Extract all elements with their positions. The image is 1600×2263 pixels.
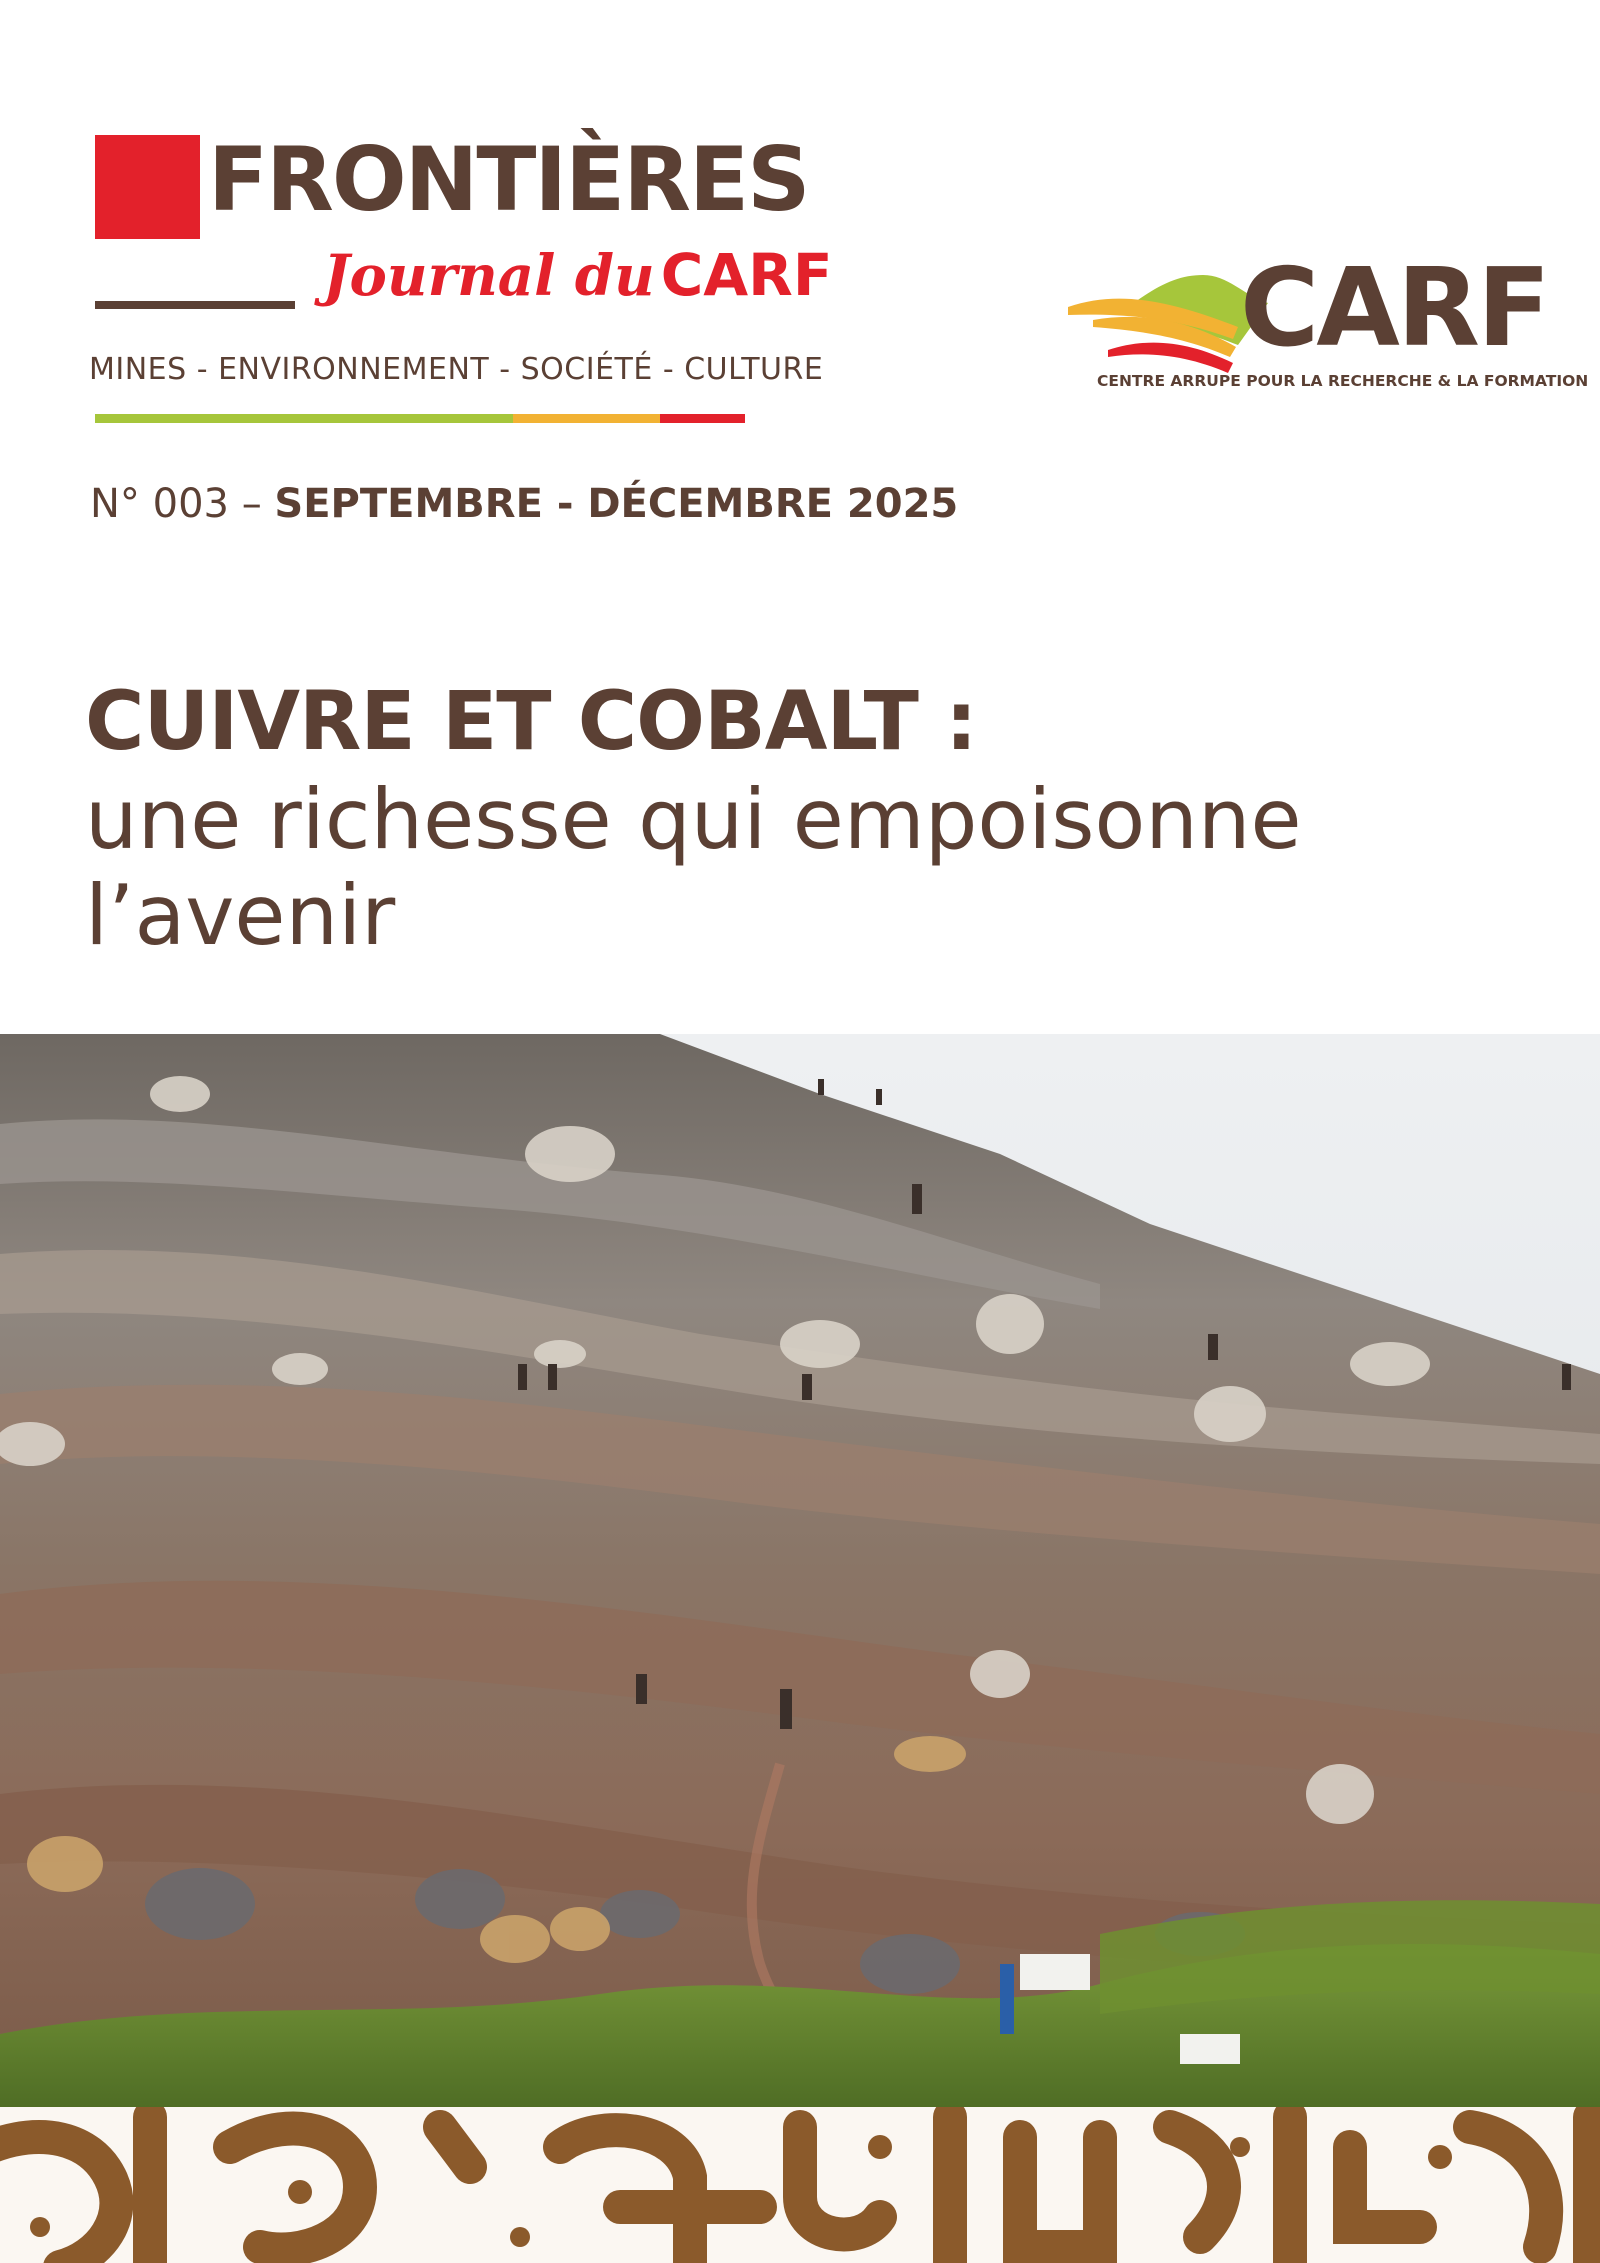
carf-logo-full-name: CENTRE ARRUPE POUR LA RECHERCHE & LA FORMATION [1097, 372, 1589, 390]
masthead-color-bar [95, 414, 745, 423]
masthead-subtitle-brand: CARF [660, 241, 833, 309]
issue-line [90, 481, 958, 527]
cover-headline: CUIVRE ET COBALT : [85, 675, 977, 769]
issue-number: N° 003 – [90, 481, 262, 527]
carf-logo-word: CARF [1240, 246, 1548, 371]
masthead-red-square [95, 135, 200, 239]
cover-photo [0, 1034, 1600, 2107]
masthead-subtitle-script: Journal du [323, 243, 655, 309]
issue-period: SEPTEMBRE - DÉCEMBRE 2025 [274, 481, 959, 527]
masthead-subtitle [323, 241, 833, 309]
masthead-tagline: MINES - ENVIRONNEMENT - SOCIÉTÉ - CULTURE [89, 352, 824, 387]
color-bar-green [95, 414, 513, 423]
masthead-title: FRONTIÈRES [208, 128, 809, 231]
mining-hillside-image [0, 1034, 1600, 2107]
tribal-pattern-icon [0, 2107, 1600, 2263]
cover-subheadline: une richesse qui empoisonne l’avenir [85, 771, 1302, 964]
color-bar-red [660, 414, 745, 423]
color-bar-orange [513, 414, 660, 423]
decorative-pattern-band [0, 2107, 1600, 2263]
masthead-rule [95, 301, 295, 309]
